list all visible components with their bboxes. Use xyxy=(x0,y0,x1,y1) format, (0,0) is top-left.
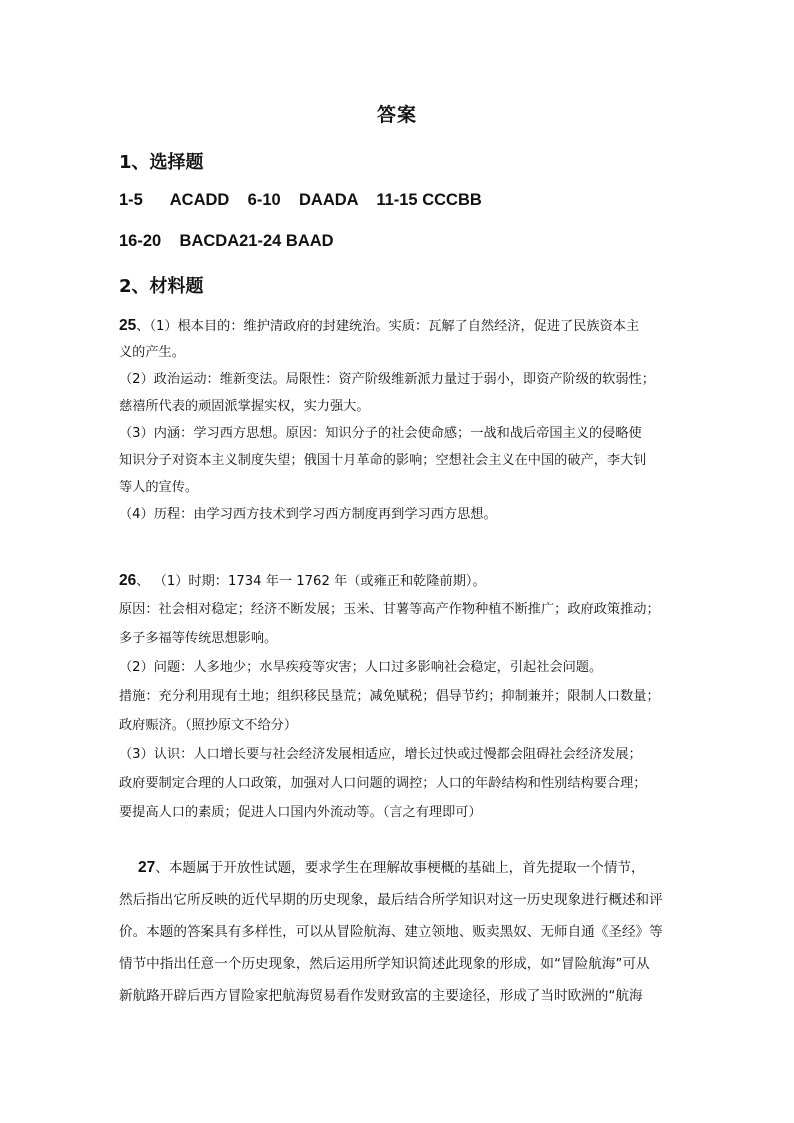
answer-line: 等人的宣传。 xyxy=(119,480,199,495)
answer-line: （3）内涵：学习西方思想。原因：知识分子的社会使命感；一战和战后帝国主义的侵略使 xyxy=(119,426,642,441)
answer-line: 26、 （1）时期：1734 年一 1762 年（或雍正和乾隆前期）。 xyxy=(119,572,486,589)
answer-line: 然后指出它所反映的近代早期的历史现象，最后结合所学知识对这一历史现象进行概述和评 xyxy=(119,892,663,908)
answer-line: （3）认识：人口增长要与社会经济发展相适应，增长过快或过慢都会阻碍社会经济发展； xyxy=(119,747,642,762)
answer-line: 多子多福等传统思想影响。 xyxy=(119,631,278,646)
question-27-answer xyxy=(119,852,684,1012)
page-title: 答案 xyxy=(376,104,417,126)
answer-line: 原因：社会相对稳定；经济不断发展；玉米、甘薯等高产作物种植不断推广；政府政策推动； xyxy=(119,602,660,617)
section-heading-choice: 1、选择题 xyxy=(119,152,204,173)
answer-line: 27、本题属于开放性试题，要求学生在理解故事梗概的基础上，首先提取一个情节， xyxy=(138,859,645,876)
answer-line: 慈禧所代表的顽固派掌握实权，实力强大。 xyxy=(119,399,370,414)
answer-line: 义的产生。 xyxy=(119,345,185,360)
answer-line: 价。本题的答案具有多样性，可以从冒险航海、建立领地、贩卖黑奴、无师自通《圣经》等 xyxy=(119,924,663,940)
answer-line: 要提高人口的素质；促进人口国内外流动等。（言之有理即可） xyxy=(119,805,482,820)
answer-line: 政府要制定合理的人口政策，加强对人口问题的调控；人口的年龄结构和性别结构要合理； xyxy=(119,776,647,791)
answer-line: （2）问题：人多地少；水旱疾疫等灾害；人口过多影响社会稳定，引起社会问题。 xyxy=(119,660,603,675)
choice-answers-row-2: 16-20 BACDA21-24 BAAD xyxy=(119,232,334,250)
answer-line: （4）历程：由学习西方技术到学习西方制度再到学习西方思想。 xyxy=(119,507,497,522)
answer-line: 新航路开辟后西方冒险家把航海贸易看作发财致富的主要途径，形成了当时欧洲的“航海 xyxy=(119,988,643,1004)
answer-line: 25、（1）根本目的：维护清政府的封建统治。实质：瓦解了自然经济，促进了民族资本主 xyxy=(119,317,640,334)
question-number: 25 xyxy=(119,317,137,334)
section-heading-material: 2、材料题 xyxy=(119,276,204,297)
question-26-answer xyxy=(119,566,684,827)
question-number: 26 xyxy=(119,572,137,589)
question-number: 27 xyxy=(138,859,156,876)
question-25-answer xyxy=(119,312,684,528)
answer-line: 情节中指出任意一个历史现象，然后运用所学知识简述此现象的形成，如“冒险航海”可从 xyxy=(119,956,650,972)
answer-line: （2）政治运动：维新变法。局限性：资产阶级维新派力量过于弱小，即资产阶级的软弱性； xyxy=(119,372,655,387)
answer-line: 措施：充分利用现有土地；组织移民垦荒；减免赋税；倡导节约；抑制兼并；限制人口数量； xyxy=(119,689,660,704)
choice-answers-row-1: 1-5 ACADD 6-10 DAADA 11-15 CCCBB xyxy=(119,191,482,209)
answer-line: 知识分子对资本主义制度失望；俄国十月革命的影响；空想社会主义在中国的破产，李大钊 xyxy=(119,453,647,468)
answer-line: 政府赈济。（照抄原文不给分） xyxy=(119,718,298,733)
